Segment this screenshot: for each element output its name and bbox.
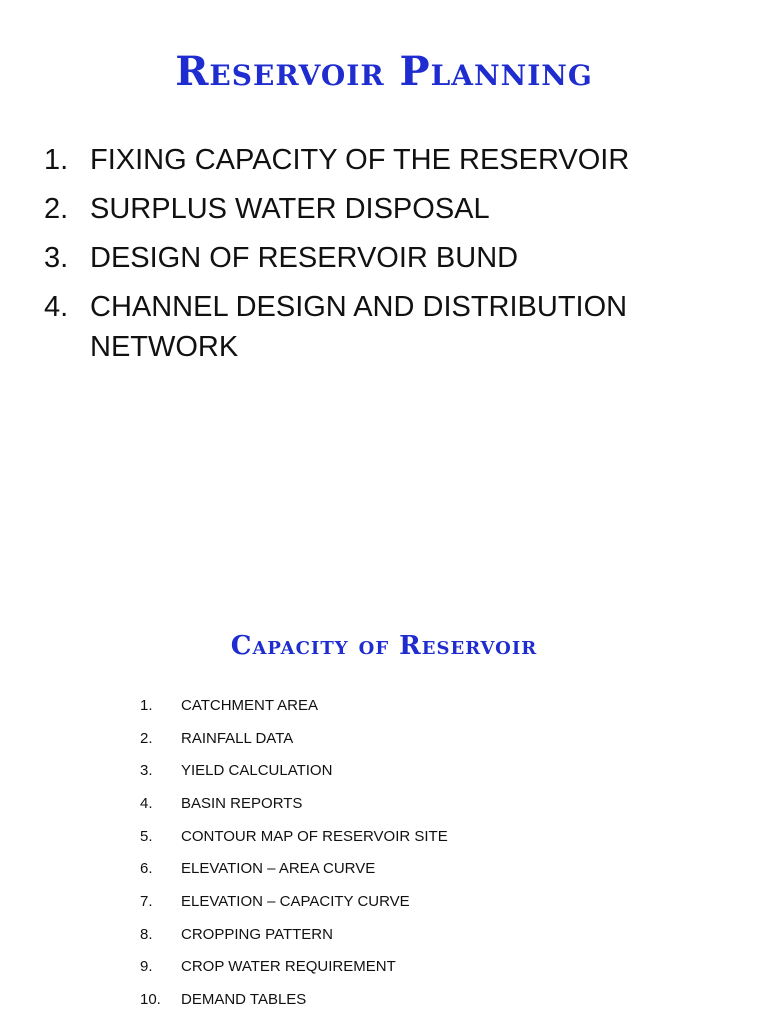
list-item-number: 7. bbox=[140, 892, 153, 910]
list-item-number: 5. bbox=[140, 827, 153, 845]
planning-steps-list bbox=[44, 140, 744, 376]
list-item-text: FIXING CAPACITY OF THE RESERVOIR bbox=[90, 144, 630, 176]
slide-title-reservoir-planning: Reservoir Planning bbox=[175, 48, 593, 95]
list-item bbox=[140, 820, 700, 853]
list-item bbox=[140, 754, 700, 787]
list-item-text: CONTOUR MAP OF RESERVOIR SITE bbox=[181, 827, 448, 845]
list-item-number: 2. bbox=[44, 193, 69, 225]
list-item bbox=[140, 918, 700, 951]
list-item-text: BASIN REPORTS bbox=[181, 794, 303, 812]
list-item bbox=[44, 287, 744, 367]
list-item-number: 4. bbox=[44, 291, 69, 323]
list-item bbox=[140, 689, 700, 722]
list-item-number: 1. bbox=[44, 144, 69, 176]
slide-title-capacity-of-reservoir: Capacity of Reservoir bbox=[230, 631, 538, 661]
list-item-number: 3. bbox=[44, 242, 69, 274]
list-item-text: CHANNEL DESIGN AND DISTRIBUTION NETWORK bbox=[90, 291, 628, 363]
list-item-number: 4. bbox=[140, 794, 153, 812]
list-item-number: 3. bbox=[140, 762, 153, 780]
list-item-text: SURPLUS WATER DISPOSAL bbox=[90, 193, 490, 225]
list-item-text: ELEVATION – CAPACITY CURVE bbox=[181, 892, 410, 910]
list-item bbox=[44, 189, 744, 229]
list-item bbox=[140, 852, 700, 885]
list-item-text: RAINFALL DATA bbox=[181, 729, 294, 747]
list-item-text: CROP WATER REQUIREMENT bbox=[181, 958, 396, 976]
list-item-text: CROPPING PATTERN bbox=[181, 925, 333, 943]
list-item bbox=[140, 885, 700, 918]
list-item-text: ELEVATION – AREA CURVE bbox=[181, 860, 376, 878]
list-item-number: 1. bbox=[140, 696, 153, 714]
list-item-text: DESIGN OF RESERVOIR BUND bbox=[90, 242, 519, 274]
list-item-number: 10. bbox=[140, 991, 161, 1009]
list-item-number: 9. bbox=[140, 958, 153, 976]
list-item bbox=[140, 787, 700, 820]
list-item bbox=[140, 722, 700, 755]
list-item bbox=[44, 238, 744, 278]
list-item-text: DEMAND TABLES bbox=[181, 991, 307, 1009]
list-item-number: 8. bbox=[140, 925, 153, 943]
list-item-number: 6. bbox=[140, 860, 153, 878]
capacity-factors-list bbox=[140, 689, 700, 1016]
list-item-number: 2. bbox=[140, 729, 153, 747]
list-item bbox=[44, 140, 744, 180]
list-item bbox=[140, 983, 700, 1016]
list-item bbox=[140, 951, 700, 984]
list-item-text: YIELD CALCULATION bbox=[181, 762, 333, 780]
list-item-text: CATCHMENT AREA bbox=[181, 696, 318, 714]
